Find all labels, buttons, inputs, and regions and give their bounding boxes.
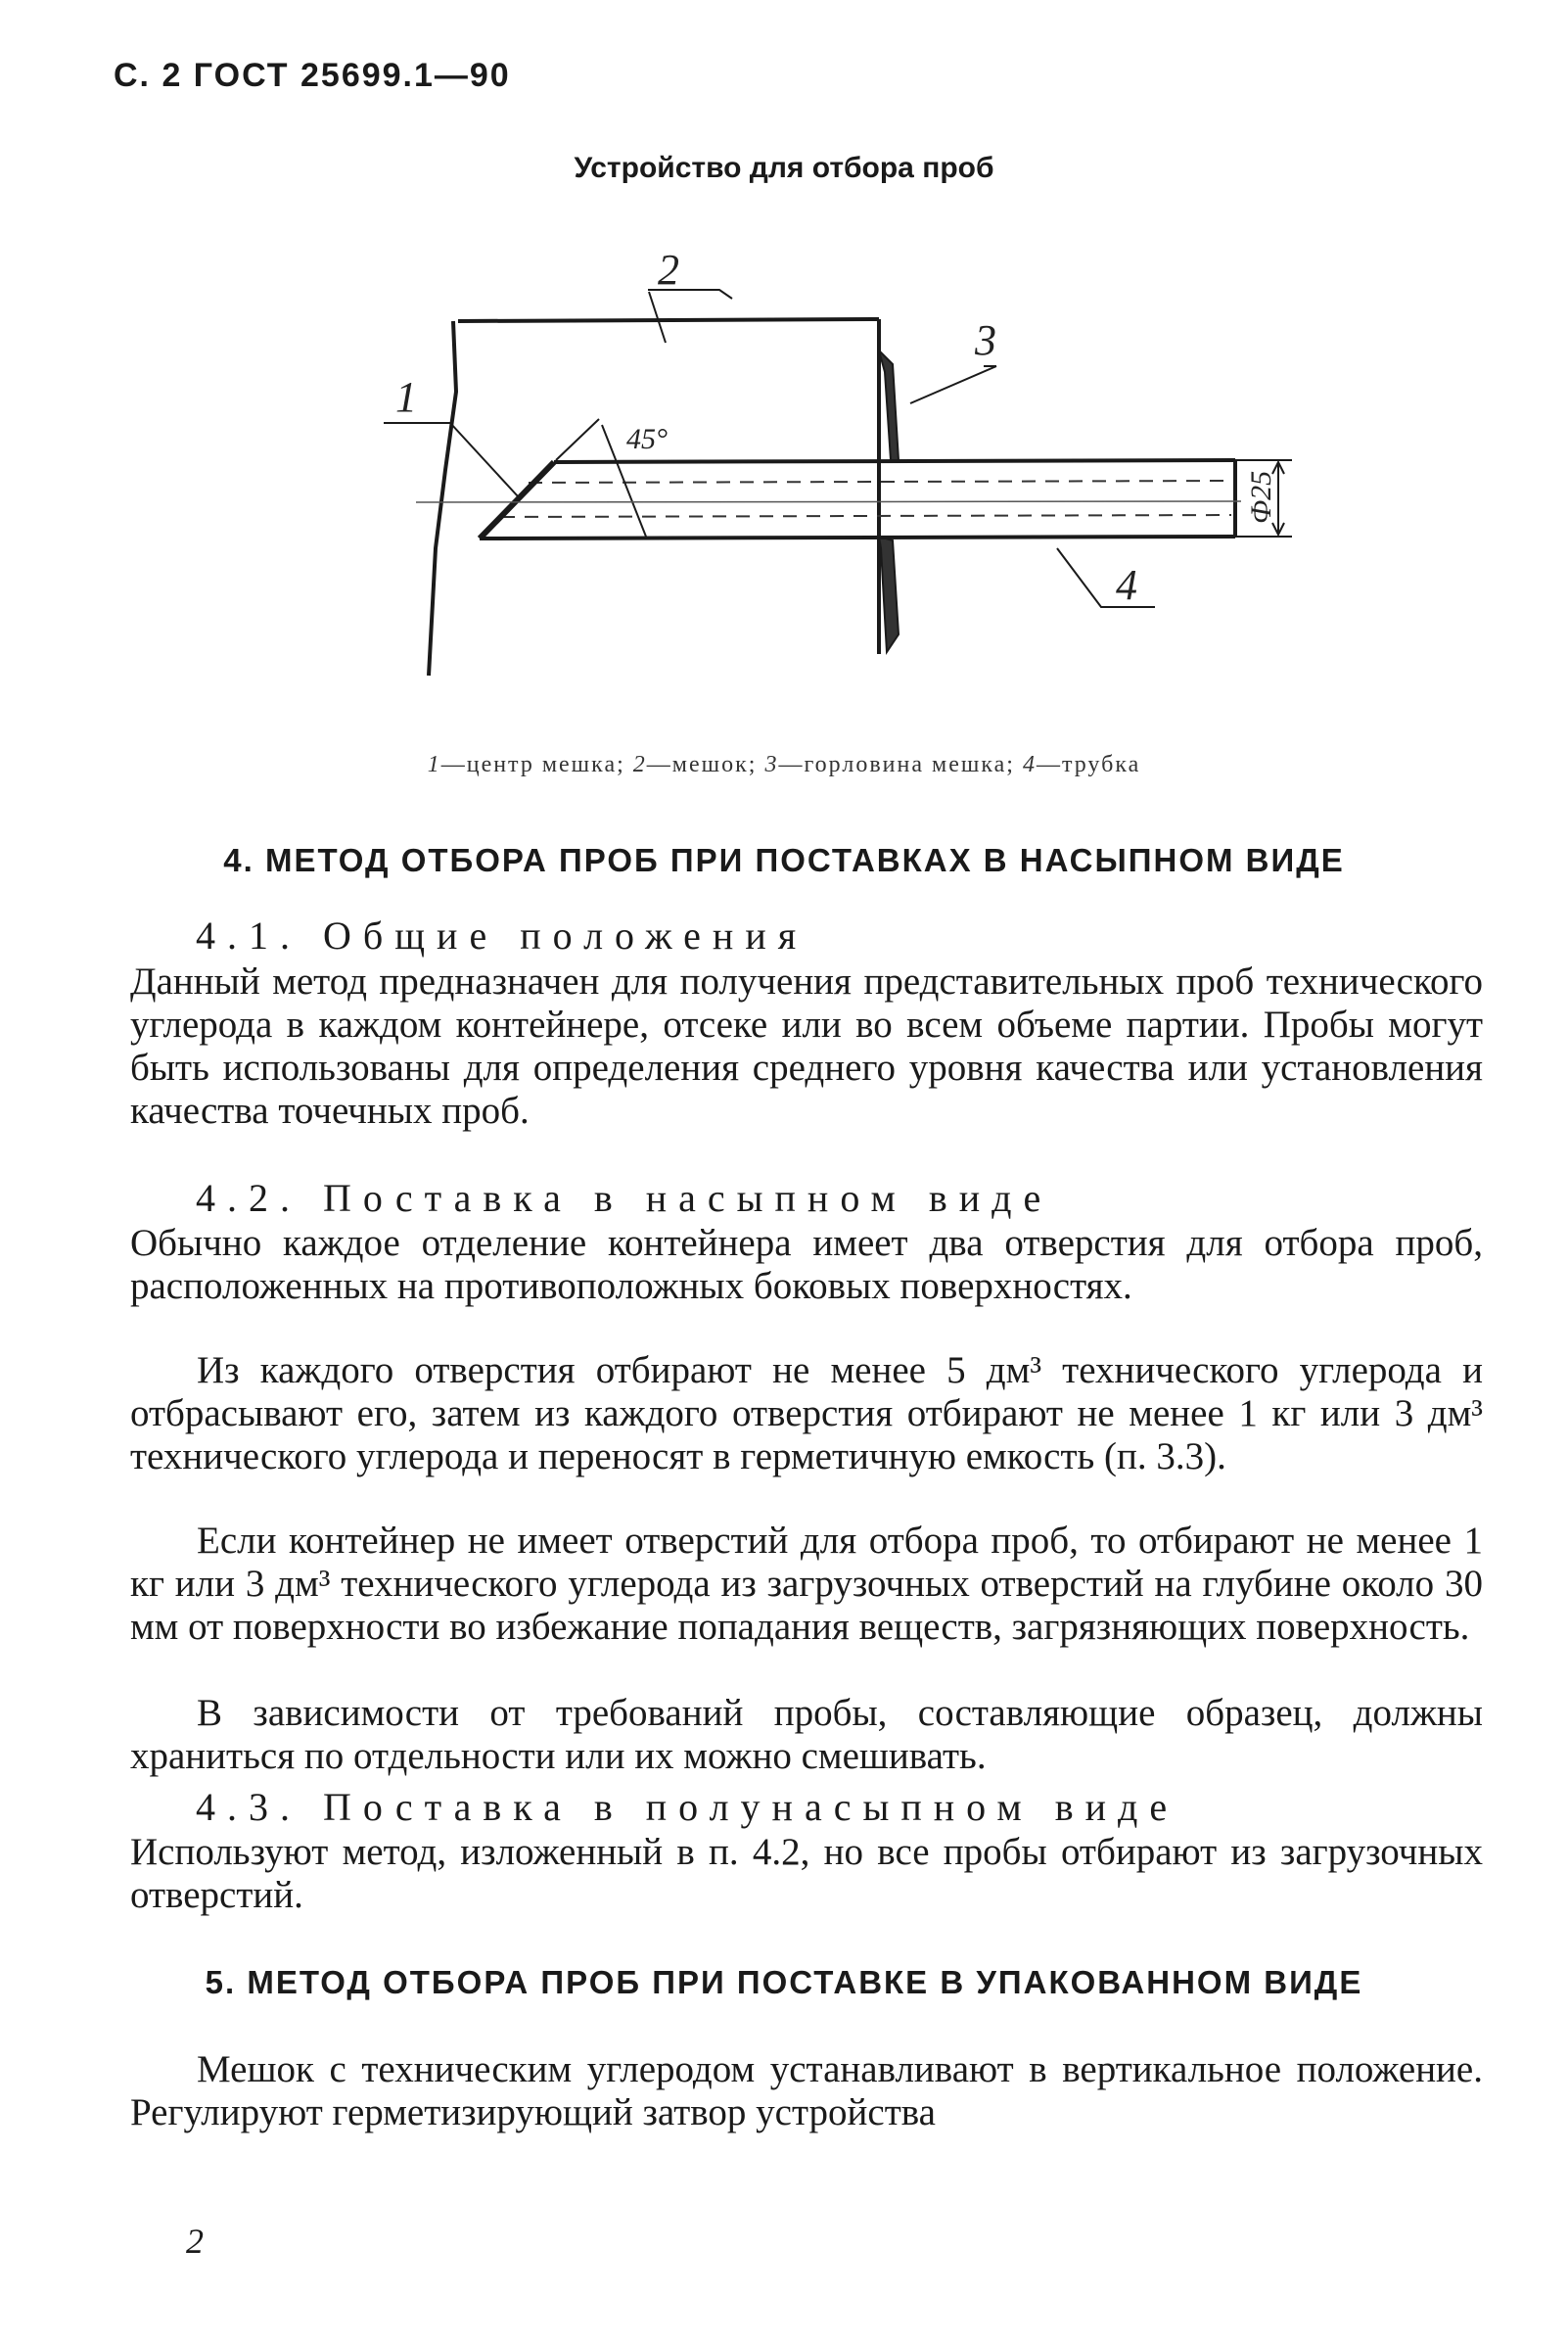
- subsection-4-2-para-1: Обычно каждое отделение контейнера имеет два отверстия для отбора проб, расположенных на противоположных боковых поверхностях.: [130, 1222, 1483, 1307]
- bag-neck: [879, 351, 899, 460]
- subsection-4-2-para-4: В зависимости от требований пробы, составляющие образец, должны храниться по отдельности или их можно смешивать.: [130, 1692, 1483, 1777]
- section-5-para-1: Мешок с техническим углеродом устанавливают в вертикальное положение. Регулируют герметизирующий затвор устройства: [130, 2048, 1483, 2133]
- bag-outline: [429, 319, 879, 676]
- subsection-4-2-para-3: Если контейнер не имеет отверстий для отбора проб, то отбирают не менее 1 кг или 3 дм³ технического углерода из загрузочных отверстий на глубине около 30 мм от поверхности во избежание попадания веществ, загрязняющих поверхность.: [130, 1520, 1483, 1648]
- subsection-4-3-title: 4.3. Поставка в полунасыпном виде: [196, 1785, 1179, 1829]
- label-3: 3: [975, 316, 996, 364]
- label-2: 2: [658, 246, 679, 294]
- page-number: 2: [186, 2222, 204, 2261]
- legend-text-1: —центр мешка;: [440, 752, 625, 777]
- legend-text-3: —горловина мешка;: [778, 752, 1015, 777]
- figure-legend: [0, 752, 1568, 778]
- subsection-4-1-text: Данный метод предназначен для получения представительных проб технического углерода в каждом контейнере, отсеке или во всем объеме партии. Пробы могут быть использованы для определения среднего уровня качества или установления качества точечных проб.: [130, 960, 1483, 1132]
- legend-num-4: 4: [1022, 752, 1037, 777]
- page-header: С. 2 ГОСТ 25699.1—90: [114, 57, 511, 94]
- dimension-label: Ф25: [1245, 470, 1277, 524]
- label-1: 1: [395, 373, 417, 421]
- bag-neck-lower: [879, 537, 899, 652]
- subsection-4-3-text: Используют метод, изложенный в п. 4.2, но все пробы отбирают из загрузочных отверстий.: [130, 1831, 1483, 1916]
- legend-num-2: 2: [632, 752, 647, 777]
- legend-num-3: 3: [764, 752, 779, 777]
- label-4: 4: [1116, 561, 1137, 609]
- legend-num-1: 1: [427, 752, 441, 777]
- figure-title: Устройство для отбора проб: [574, 152, 994, 184]
- section-4-heading: 4. МЕТОД ОТБОРА ПРОБ ПРИ ПОСТАВКАХ В НАСЫПНОМ ВИДЕ: [223, 842, 1345, 878]
- section-5-heading: 5. МЕТОД ОТБОРА ПРОБ ПРИ ПОСТАВКЕ В УПАКОВАННОМ ВИДЕ: [205, 1964, 1363, 2000]
- legend-text-4: —трубка: [1036, 752, 1141, 777]
- subsection-4-1-title: 4.1. Общие положения: [196, 913, 808, 958]
- legend-text-2: —мешок;: [646, 752, 758, 777]
- subsection-4-2-para-2: Из каждого отверстия отбирают не менее 5 дм³ технического углерода и отбрасывают его, затем из каждого отверстия отбирают не менее 1 кг или 3 дм³ технического углерода и переносят в герметичную емкость (п. 3.3).: [130, 1349, 1483, 1477]
- angle-label: 45°: [626, 423, 668, 455]
- subsection-4-2-title: 4.2. Поставка в насыпном виде: [196, 1176, 1053, 1220]
- sampling-device-diagram: [0, 0, 1568, 744]
